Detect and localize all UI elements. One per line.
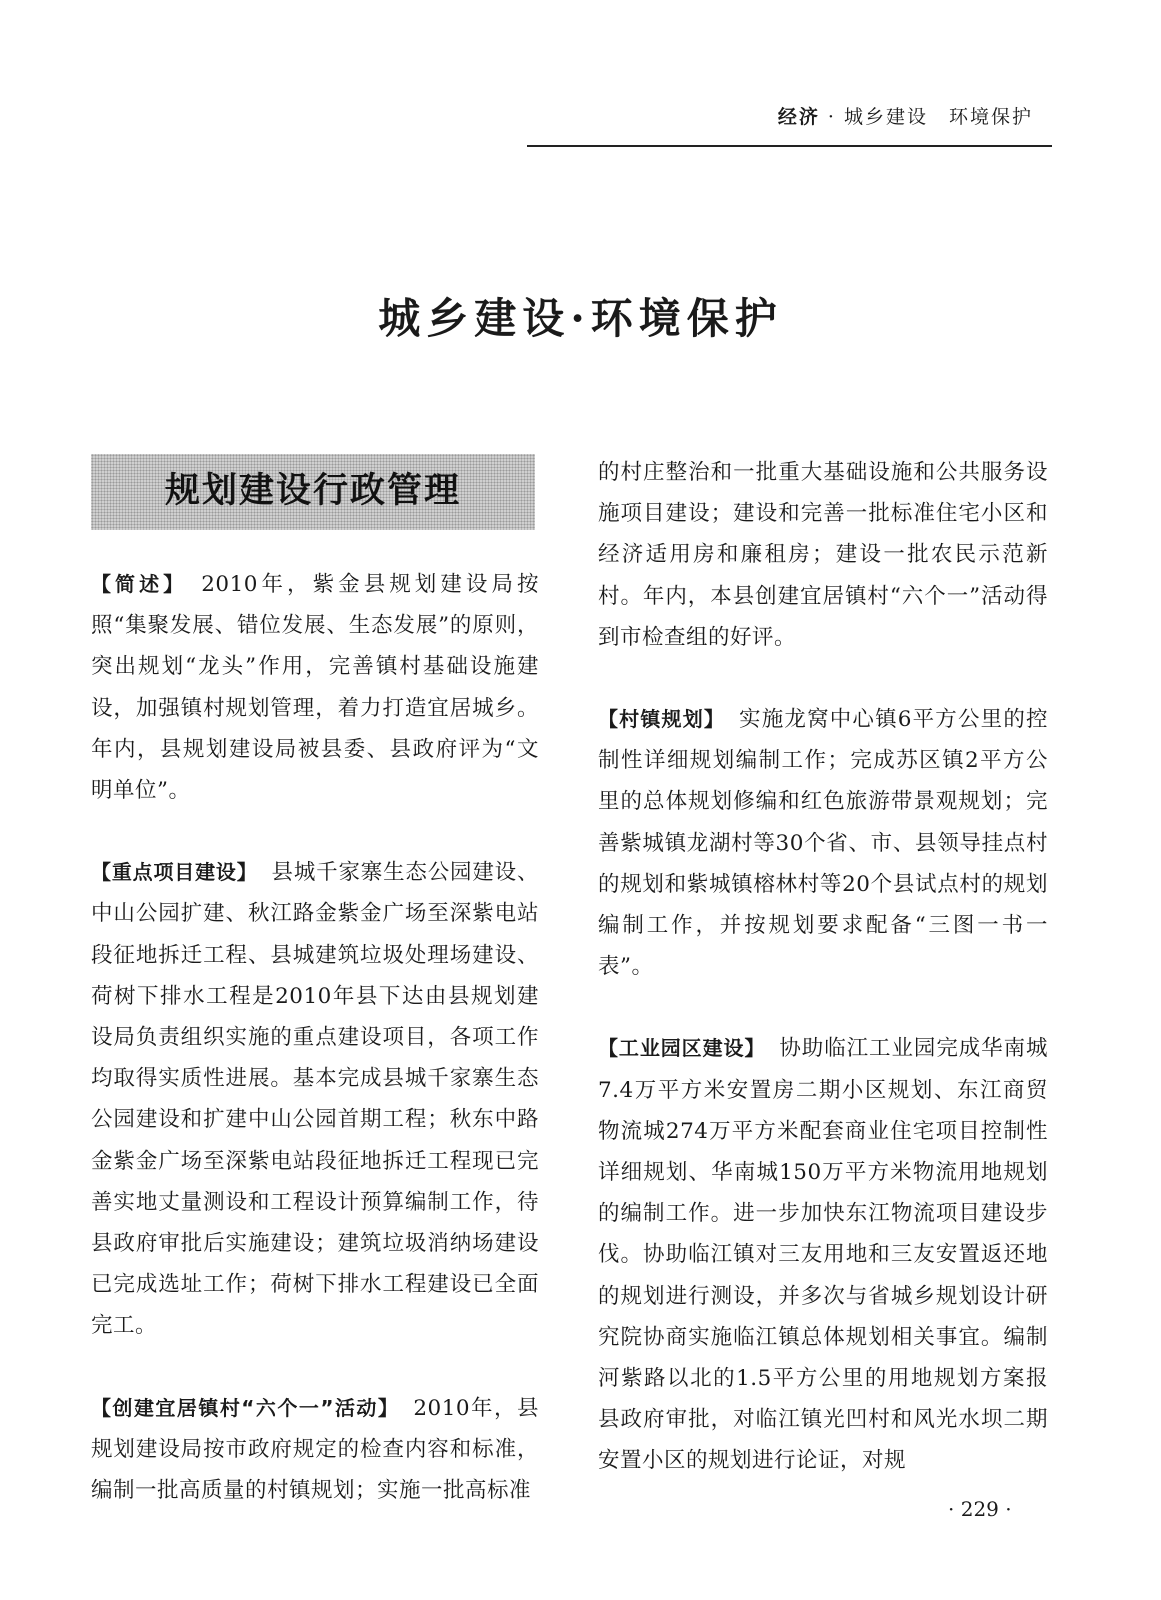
paragraph-industrial-park xyxy=(598,1028,1048,1481)
paragraph-lead: 【重点项目建设】 xyxy=(91,860,258,885)
paragraph-lead: 【工业园区建设】 xyxy=(598,1036,766,1061)
paragraph-text: 实施龙窝中心镇6平方公里的控制性详细规划编制工作；完成苏区镇2平方公里的总体规划修编和红色旅游带景观规划；完善紫城镇龙湖村等30个省、市、县领导挂点村的规划和紫城镇榕林村等20个县试点村的规划编制工作，并按规划要求配备“三图一书一表”。 xyxy=(598,707,1048,980)
paragraph-lead: 【简述】 xyxy=(91,572,188,596)
paragraph-lead: 【村镇规划】 xyxy=(598,707,726,732)
left-column xyxy=(91,454,539,1511)
paragraph-text: 2010年，紫金县规划建设局按照“集聚发展、错位发展、生态发展”的原则，突出规划“龙头”作用，完善镇村基础设施建设，加强镇村规划管理，着力打造宜居城乡。年内，县规划建设局被县委、县政府评为“文明单位”。 xyxy=(91,572,540,804)
running-header-separator: · xyxy=(827,106,836,128)
paragraph-text: 县城千家寨生态公园建设、中山公园扩建、秋江路金紫金广场至深紫电站段征地拆迁工程、县城建筑垃圾处理场建设、荷树下排水工程是2010年县下达由县规划建设局负责组织实施的重点建设项目，各项工作均取得实质性进展。基本完成县城千家寨生态公园建设和扩建中山公园首期工程；秋东中路金紫金广场至深紫电站段征地拆迁工程现已完善实地丈量测设和工程设计预算编制工作，待县政府审批后实施建设；建筑垃圾消纳场建设已完成选址工作；荷树下排水工程建设已全面完工。 xyxy=(91,860,539,1339)
paragraph-livable-villages xyxy=(91,1388,539,1512)
section-banner xyxy=(91,454,535,530)
paragraph-text: 的村庄整治和一批重大基础设施和公共服务设施项目建设；建设和完善一批标准住宅小区和经济适用房和廉租房；建设一批农民示范新村。年内，本县创建宜居镇村“六个一”活动得到市检查组的好评。 xyxy=(598,460,1048,650)
running-header xyxy=(778,102,1033,129)
paragraph-text: 2010年，县规划建设局按市政府规定的检查内容和标准，编制一批高质量的村镇规划；实施一批高标准 xyxy=(91,1395,539,1504)
paragraph-overview xyxy=(91,564,539,811)
paragraph-text: 协助临江工业园完成华南城7.4万平方米安置房二期小区规划、东江商贸物流城274万平方米配套商业住宅项目控制性详细规划、华南城150万平方米物流用地规划的编制工作。进一步加快东江物流项目建设步伐。协助临江镇对三友用地和三友安置返还地的规划进行测设，并多次与省城乡规划设计研究院协商实施临江镇总体规划相关事宜。编制河紫路以北的1.5平方公里的用地规划方案报县政府审批，对临江镇光凹村和风光水坝二期安置小区的规划进行论证，对规 xyxy=(598,1036,1048,1474)
right-column xyxy=(598,452,1048,1482)
running-header-section: 经济 xyxy=(777,106,820,128)
header-rule xyxy=(527,145,1052,147)
chapter-title: 城乡建设·环境保护 xyxy=(378,294,783,343)
paragraph-key-projects xyxy=(91,852,539,1346)
running-header-subsection: 城乡建设 环境保护 xyxy=(843,106,1033,128)
paragraph-lead: 【创建宜居镇村“六个一”活动】 xyxy=(91,1395,400,1420)
section-title: 规划建设行政管理 xyxy=(164,471,461,512)
page-number: · 229 · xyxy=(948,1497,1012,1521)
paragraph-continuation xyxy=(598,452,1048,658)
paragraph-village-planning xyxy=(598,699,1048,987)
